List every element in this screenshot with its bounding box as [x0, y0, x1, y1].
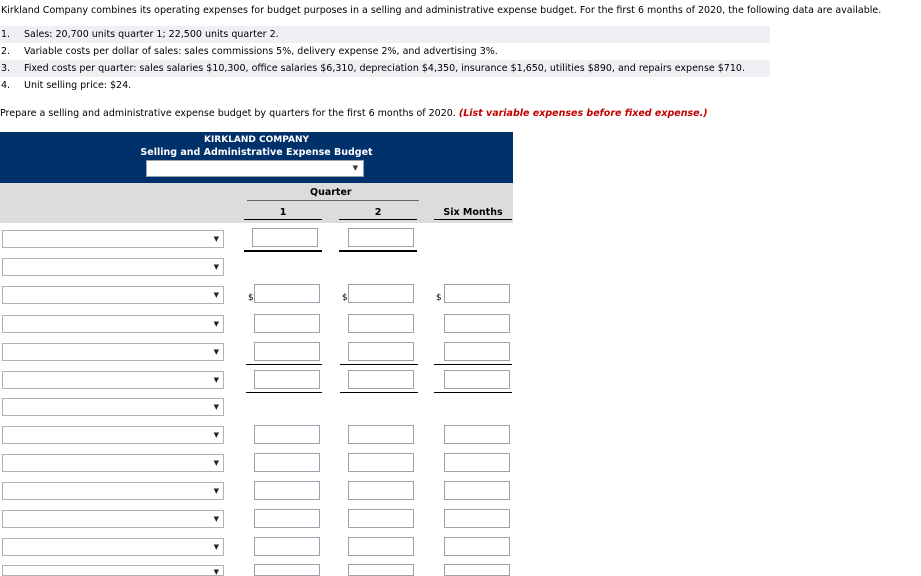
dollar-sign: $	[342, 293, 348, 303]
fact-number: 3.	[1, 63, 11, 74]
amount-input-six-months[interactable]	[444, 509, 510, 528]
amount-input-q2[interactable]	[348, 481, 414, 500]
amount-input-q1[interactable]	[254, 509, 320, 528]
amount-input-q1[interactable]	[254, 370, 320, 389]
amount-input-six-months[interactable]	[444, 564, 510, 576]
quarter-divider	[247, 200, 419, 201]
fact-number: 4.	[1, 80, 11, 91]
column-header-q1: 1	[279, 207, 287, 218]
fact-item	[0, 43, 770, 60]
dropdown-arrow-icon: ▼	[213, 348, 219, 356]
fact-item	[0, 77, 770, 94]
fact-number: 1.	[1, 29, 11, 40]
amount-input-six-months[interactable]	[444, 342, 510, 361]
amount-input-q2[interactable]	[348, 537, 414, 556]
dropdown-arrow-icon: ▼	[213, 291, 219, 299]
total-underline	[244, 250, 322, 252]
fact-number: 2.	[1, 46, 11, 57]
dollar-sign: $	[248, 293, 254, 303]
column-underline	[434, 219, 512, 220]
problem-intro	[0, 4, 921, 18]
expense-label-select[interactable]	[2, 343, 224, 361]
expense-label-select[interactable]	[2, 454, 224, 472]
dropdown-arrow-icon: ▼	[213, 320, 219, 328]
dropdown-arrow-icon: ▼	[213, 459, 219, 467]
amount-input-q2[interactable]	[348, 342, 414, 361]
amount-input-q1[interactable]	[252, 228, 318, 247]
budget-header	[0, 132, 513, 183]
dropdown-arrow-icon: ▼	[213, 431, 219, 439]
amount-input-q2[interactable]	[348, 314, 414, 333]
expense-label-select[interactable]	[2, 315, 224, 333]
column-header-six-months: Six Months	[443, 207, 503, 218]
fact-item	[0, 60, 770, 77]
amount-input-six-months[interactable]	[444, 425, 510, 444]
expense-label-select[interactable]	[2, 371, 224, 389]
instruction-text: Prepare a selling and administrative expense budget by quarters for the first 6 months of 2020.	[0, 108, 456, 119]
amount-input-q2[interactable]	[348, 228, 414, 247]
subtotal-underline	[246, 364, 322, 365]
period-select[interactable]	[146, 160, 364, 177]
fact-text: Unit selling price: $24.	[24, 80, 132, 91]
amount-input-q1[interactable]	[254, 453, 320, 472]
instruction-hint: (List variable expenses before fixed expense.)	[458, 108, 708, 119]
amount-input-six-months[interactable]	[444, 314, 510, 333]
subtotal-underline	[434, 364, 512, 365]
amount-input-q1[interactable]	[254, 342, 320, 361]
amount-input-six-months[interactable]	[444, 284, 510, 303]
budget-title: Selling and Administrative Expense Budget	[140, 147, 373, 158]
dropdown-arrow-icon: ▼	[213, 263, 219, 271]
expense-label-select[interactable]	[2, 538, 224, 556]
instruction	[0, 107, 708, 121]
subtotal-underline	[246, 392, 322, 393]
column-header-q2: 2	[374, 207, 382, 218]
expense-label-select[interactable]	[2, 398, 224, 416]
fact-text: Fixed costs per quarter: sales salaries $10,300, office salaries $6,310, depreciation $4,350, insurance $1,650, utilities $890, and repairs expense $710.	[24, 63, 745, 74]
expense-label-select[interactable]	[2, 286, 224, 304]
amount-input-q1[interactable]	[254, 425, 320, 444]
company-name: KIRKLAND COMPANY	[203, 135, 310, 145]
dropdown-arrow-icon: ▼	[213, 376, 219, 384]
expense-label-select[interactable]	[2, 230, 224, 248]
dropdown-arrow-icon: ▼	[213, 487, 219, 495]
amount-input-q2[interactable]	[348, 284, 414, 303]
amount-input-q2[interactable]	[348, 425, 414, 444]
amount-input-q2[interactable]	[348, 453, 414, 472]
amount-input-q1[interactable]	[254, 314, 320, 333]
dropdown-arrow-icon: ▼	[213, 403, 219, 411]
expense-label-select[interactable]	[2, 258, 224, 276]
expense-label-select[interactable]	[2, 426, 224, 444]
amount-input-q2[interactable]	[348, 370, 414, 389]
expense-label-select[interactable]	[2, 565, 224, 576]
subtotal-underline	[434, 392, 512, 393]
dropdown-arrow-icon: ▼	[213, 515, 219, 523]
subtotal-underline	[340, 364, 418, 365]
column-underline	[244, 219, 322, 220]
amount-input-q1[interactable]	[254, 284, 320, 303]
amount-input-six-months[interactable]	[444, 370, 510, 389]
dropdown-arrow-icon: ▼	[213, 235, 219, 243]
fact-text: Variable costs per dollar of sales: sales commissions 5%, delivery expense 2%, and advertising 3%.	[24, 46, 498, 57]
quarter-label: Quarter	[310, 187, 352, 198]
amount-input-q1[interactable]	[254, 481, 320, 500]
expense-label-select[interactable]	[2, 510, 224, 528]
amount-input-q2[interactable]	[348, 509, 414, 528]
dropdown-arrow-icon: ▼	[213, 543, 219, 551]
dropdown-arrow-icon: ▼	[352, 164, 358, 172]
amount-input-six-months[interactable]	[444, 537, 510, 556]
dollar-sign: $	[436, 293, 442, 303]
amount-input-q2[interactable]	[348, 564, 414, 576]
amount-input-six-months[interactable]	[444, 453, 510, 472]
subtotal-underline	[340, 392, 418, 393]
column-underline	[339, 219, 417, 220]
expense-label-select[interactable]	[2, 482, 224, 500]
dropdown-arrow-icon: ▼	[213, 568, 219, 576]
total-underline	[339, 250, 417, 252]
fact-text: Sales: 20,700 units quarter 1; 22,500 units quarter 2.	[24, 29, 279, 40]
amount-input-q1[interactable]	[254, 564, 320, 576]
intro-text: Kirkland Company combines its operating expenses for budget purposes in a selling and administrative expense budget. For the first 6 months of 2020, the following data are available.	[1, 5, 882, 16]
amount-input-six-months[interactable]	[444, 481, 510, 500]
facts-list	[0, 26, 770, 94]
fact-item	[0, 26, 770, 43]
amount-input-q1[interactable]	[254, 537, 320, 556]
